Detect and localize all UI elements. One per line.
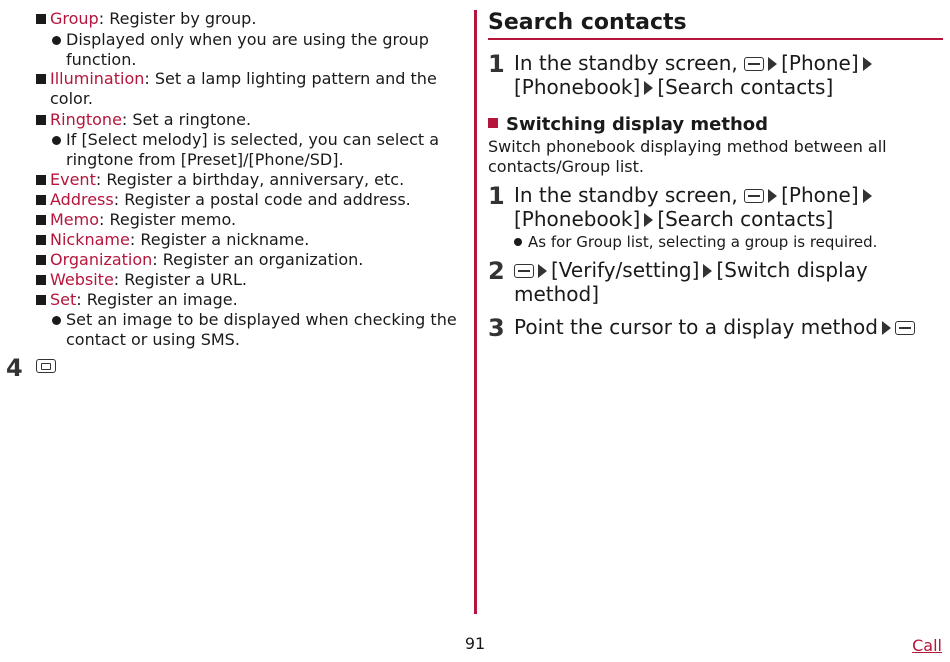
step-1-text: [514, 183, 943, 231]
square-bullet-icon: [36, 215, 46, 225]
list-subitem: [52, 30, 465, 70]
item-term: Ringtone: [50, 110, 122, 129]
list-item: [0, 210, 465, 230]
step-2-text: [514, 258, 943, 306]
subhead-text: Switching display method: [506, 114, 769, 135]
item-text: : Register memo.: [99, 210, 237, 229]
step-3-text: [514, 315, 943, 339]
step-number: 4: [6, 354, 23, 382]
list-item: [0, 9, 465, 29]
list-item: [0, 170, 465, 190]
item-term: Organization: [50, 250, 153, 269]
square-bullet-icon: [36, 295, 46, 305]
item-term: Set: [50, 290, 77, 309]
arrow-right-icon: [644, 81, 653, 95]
step-instruction: Point the cursor to a display method: [514, 315, 878, 339]
item-term: Website: [50, 270, 114, 289]
list-item: [0, 290, 465, 310]
step-segment: [Verify/setting]: [551, 258, 700, 282]
square-bullet-icon: [36, 74, 46, 84]
list-item: [0, 250, 465, 270]
arrow-right-icon: [538, 264, 547, 278]
square-bullet-icon: [36, 195, 46, 205]
step-number: 1: [488, 50, 505, 78]
arrow-right-icon: [644, 213, 653, 227]
step-number: 1: [488, 182, 505, 210]
bullet-dot-icon: [514, 238, 522, 246]
step-prefix: In the standby screen,: [514, 51, 738, 75]
step-segment: [Switch display method]: [514, 258, 868, 306]
list-item: [0, 230, 465, 250]
item-text: : Register an image.: [76, 290, 238, 309]
item-term: Illumination: [50, 69, 145, 88]
bullet-dot-icon: [52, 316, 61, 325]
section-link-call[interactable]: Call: [912, 636, 942, 655]
item-text: : Register by group.: [98, 9, 257, 28]
menu-key-icon: [744, 189, 764, 203]
title-underline: [488, 38, 943, 40]
item-term: Group: [50, 9, 99, 28]
arrow-right-icon: [882, 321, 891, 335]
item-term: Memo: [50, 210, 100, 229]
square-bullet-icon: [36, 14, 46, 24]
arrow-right-icon: [703, 264, 712, 278]
arrow-right-icon: [768, 189, 777, 203]
step-prefix: In the standby screen,: [514, 183, 738, 207]
item-term: Address: [50, 190, 114, 209]
square-bullet-icon: [36, 175, 46, 185]
note-text: As for Group list, selecting a group is required.: [528, 233, 878, 251]
step-segment: [Phone]: [781, 51, 859, 75]
menu-key-icon: [514, 264, 534, 278]
list-subitem: [52, 310, 465, 350]
square-bullet-icon: [36, 235, 46, 245]
item-term: Event: [50, 170, 96, 189]
item-text: : Set a lamp lighting pattern and the color.: [50, 69, 437, 108]
list-item: [0, 69, 465, 109]
step-segment: [Search contacts]: [657, 75, 834, 99]
bullet-dot-icon: [52, 36, 61, 45]
list-item: [0, 190, 465, 210]
step-segment: [Search contacts]: [657, 207, 834, 231]
list-subitem: [52, 130, 465, 170]
square-bullet-icon: [36, 275, 46, 285]
arrow-right-icon: [863, 189, 872, 203]
step-note: [514, 233, 877, 251]
square-bullet-icon: [36, 255, 46, 265]
column-divider: [474, 10, 477, 614]
subitem-text: Displayed only when you are using the group function.: [66, 30, 429, 69]
section-subhead: [488, 114, 768, 136]
item-term: Nickname: [50, 230, 130, 249]
page-title: Search contacts: [488, 10, 687, 35]
item-text: : Register a postal code and address.: [113, 190, 411, 209]
bullet-dot-icon: [52, 136, 61, 145]
step-number: 3: [488, 314, 505, 342]
item-text: : Register a birthday, anniversary, etc.: [95, 170, 405, 189]
subitem-text: Set an image to be displayed when checking the contact or using SMS.: [66, 310, 457, 349]
item-text: : Set a ringtone.: [121, 110, 252, 129]
item-text: : Register a URL.: [113, 270, 247, 289]
subitem-text: If [Select melody] is selected, you can select a ringtone from [Preset]/[Phone/SD].: [66, 130, 440, 169]
list-item: [0, 270, 465, 290]
square-bullet-icon: [488, 118, 498, 128]
step-segment: [Phonebook]: [514, 207, 641, 231]
item-text: : Register a nickname.: [129, 230, 310, 249]
step-number: 2: [488, 257, 505, 285]
select-key-icon: [36, 359, 56, 373]
step-4: [6, 354, 56, 382]
item-text: : Register an organization.: [152, 250, 364, 269]
menu-key-icon: [744, 57, 764, 71]
subhead-description: Switch phonebook displaying method between all contacts/Group list.: [488, 137, 887, 176]
arrow-right-icon: [863, 57, 872, 71]
square-bullet-icon: [36, 115, 46, 125]
menu-key-icon: [895, 321, 915, 335]
step-segment: [Phonebook]: [514, 75, 641, 99]
page-number: 91: [464, 634, 486, 653]
step-segment: [Phone]: [781, 183, 859, 207]
step-1-text: [514, 51, 943, 99]
list-item: [0, 110, 465, 130]
arrow-right-icon: [768, 57, 777, 71]
